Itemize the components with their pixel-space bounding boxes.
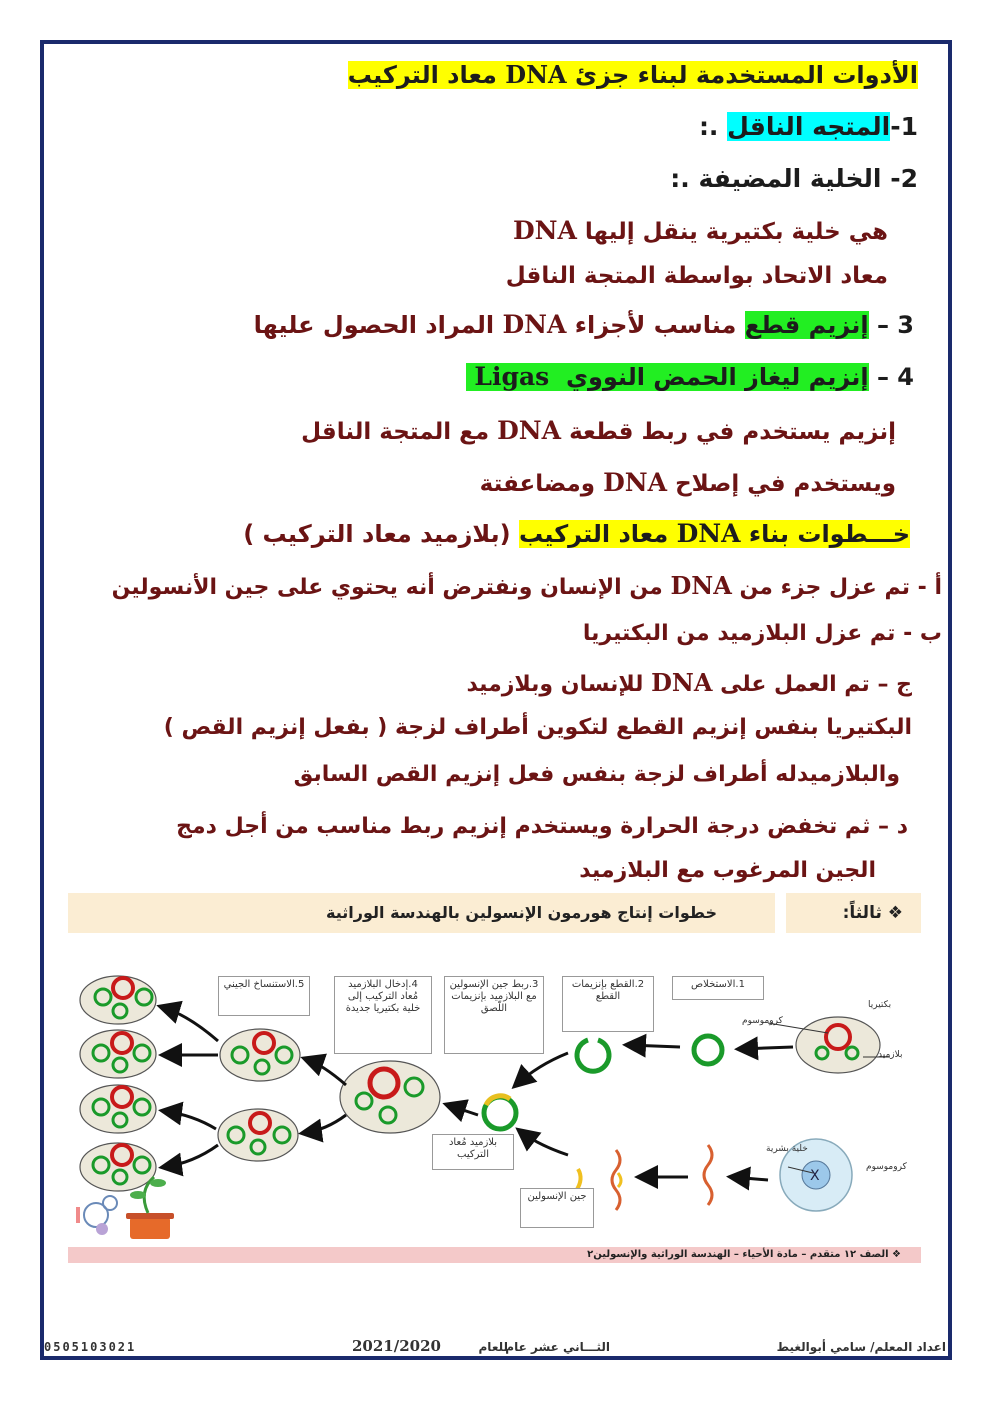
- footer-year-label: للعام: [478, 1340, 508, 1354]
- insulin-gene-in-dna: [618, 1173, 621, 1187]
- extracted-plasmid: [694, 1036, 722, 1064]
- arrow-extract: [740, 1047, 793, 1049]
- step-c1-pre: ج – تم العمل على: [720, 672, 912, 697]
- item-enzyme4-label: إنزيم ليغاز الحمض النووي: [565, 363, 869, 391]
- item-host-tail: .:: [670, 164, 690, 193]
- item-host: [670, 162, 918, 196]
- footer-phone: 0505103021: [44, 1340, 137, 1354]
- steps-heading-dna: DNA: [676, 519, 741, 548]
- ligase-desc-2-dna: DNA: [603, 468, 668, 497]
- dividing-cell-bottom: [218, 1109, 298, 1161]
- clone-cell-4: [80, 1143, 156, 1191]
- item-vector-num: 1-: [890, 112, 918, 141]
- figure-footer: ❖ الصف ١٢ متقدم – مادة الأحياء – الهندسة الوراثية والإنسولين٢: [68, 1247, 921, 1263]
- steps-heading-post: (بلازميد معاد التركيب ): [243, 520, 511, 548]
- human-dna-strand: [704, 1145, 712, 1205]
- step-box-cloning: 5.الاستنساخ الجيني: [218, 976, 310, 1016]
- ligase-desc-2: [480, 466, 896, 501]
- step-c2: البكتيريا بنفس إنزيم القطع لتكوين أطراف لزجة ( بفعل إنزيم القص ): [163, 715, 912, 740]
- label-plasmid: بلازميد: [878, 1050, 903, 1060]
- arrow-divide-top: [306, 1059, 346, 1085]
- clone-cell-1: [80, 976, 156, 1024]
- cut-plasmid: [577, 1040, 609, 1071]
- step-box-extraction: 1.الاستخلاص: [672, 976, 764, 1000]
- item-enzyme3-post-a: مناسب لأجزاء: [574, 311, 737, 339]
- footer-grade: الثـــاني عشر عام: [505, 1340, 610, 1354]
- label-chromosome-top: كروموسوم: [742, 1016, 783, 1026]
- clone-cell-2: [80, 1030, 156, 1078]
- arrow-divide-bottom: [304, 1115, 346, 1133]
- clone-cell-3: [80, 1085, 156, 1133]
- host-desc-1-pre: هي خلية بكتيرية ينقل إليها: [584, 219, 888, 245]
- arrow-clone-3: [164, 1111, 216, 1129]
- step-b: ب - تم عزل البلازميد من البكتيريا: [582, 621, 942, 646]
- host-desc-1-dna: DNA: [512, 216, 577, 245]
- step-c1-dna: DNA: [651, 668, 713, 697]
- steps-heading-mid: معاد التركيب: [519, 520, 669, 548]
- figure-banner-title: خطوات إنتاج هورمون الإنسولين بالهندسة الوراثية: [68, 893, 775, 933]
- item-enzyme4-num: 4 –: [876, 363, 914, 391]
- dividing-cell-top: [220, 1029, 300, 1081]
- step-a-dna: DNA: [670, 571, 732, 600]
- cut-dna-strand: [612, 1150, 620, 1210]
- footer-year: 2021/2020: [352, 1337, 441, 1355]
- item-enzyme3-num: 3 –: [876, 311, 914, 339]
- item-enzyme3-dna: DNA: [502, 310, 567, 339]
- step-d1: د – ثم تخفض درجة الحرارة ويستخدم إنزيم ربط مناسب من أجل دمج: [176, 814, 908, 839]
- step-a: [112, 569, 942, 605]
- step-box-ligation: 3.ربط جين الإنسولين مع البلازميد بإنزيمات اللّصق: [444, 976, 544, 1054]
- label-recombinant-plasmid: بلازميد مُعاد التركيب: [432, 1134, 514, 1170]
- item-enzyme3: [254, 308, 914, 342]
- arrow-clone-1: [162, 1007, 218, 1041]
- item-host-num: 2-: [890, 164, 918, 193]
- step-c3: والبلازميدله أطراف لزجة بنفس فعل إنزيم القص السابق: [293, 762, 900, 787]
- ligase-desc-1-pre: إنزيم يستخدم في ربط قطعة: [569, 419, 896, 445]
- item-enzyme3-label: إنزيم قطع: [744, 311, 869, 339]
- item-enzyme4-highlight: [466, 363, 869, 391]
- bacteria-cell: [796, 1017, 880, 1073]
- step-c1: [466, 666, 912, 702]
- item-enzyme4-latin: Ligas: [474, 362, 550, 391]
- title-highlight: [348, 61, 918, 89]
- title-dna: DNA: [505, 60, 567, 89]
- label-chromosome-bottom: كروموسوم: [866, 1162, 907, 1172]
- label-human-cell: خلية بشرية: [766, 1144, 808, 1154]
- footer-teacher: اعداد المعلم/ سامي أبوالغيط: [776, 1340, 946, 1354]
- item-enzyme4: [466, 360, 914, 394]
- item-vector: [699, 110, 918, 144]
- arrow-to-ligation: [516, 1053, 568, 1085]
- item-enzyme3-post-b: المراد الحصول عليها: [253, 311, 495, 339]
- arrow-cut: [628, 1045, 680, 1047]
- label-bacteria: بكتيريا: [868, 1000, 892, 1010]
- item-vector-tail: .:: [698, 112, 719, 141]
- steps-heading: [243, 517, 910, 551]
- arrow-insert: [448, 1105, 478, 1115]
- arrow-clone-4: [164, 1145, 218, 1167]
- ligase-desc-1: [301, 414, 896, 449]
- steps-heading-pre: خـــطوات بناء: [748, 520, 910, 548]
- step-box-cutting: 2.القطع بإنزيمات القطع: [562, 976, 654, 1032]
- recombinant-host-cell: [340, 1061, 440, 1133]
- step-a-pre: أ - تم عزل جزء من: [739, 575, 942, 600]
- ligase-desc-2-pre: ويستخدم في إصلاح: [675, 471, 896, 497]
- arrow-human-extract: [732, 1177, 768, 1180]
- host-desc-2: معاد الاتحاد بواسطة المتجة الناقل: [505, 263, 888, 289]
- title-pre: الأدوات المستخدمة لبناء جزئ: [575, 61, 918, 89]
- arrow-gene-to-plasmid: [520, 1131, 568, 1155]
- item-vector-label: المتجه الناقل: [727, 112, 891, 141]
- step-c1-post: للإنسان وبلازميد: [466, 672, 644, 697]
- step-box-insertion: 4.إدخال البلازميد مُعاد التركيب إلى خلية بكتيريا جديدة: [334, 976, 432, 1054]
- step-d2: الجين المرغوب مع البلازميد: [579, 858, 876, 883]
- ligase-desc-2-post: ومضاعفتة: [479, 471, 596, 497]
- item-host-label: الخلية المضيفة: [698, 164, 882, 193]
- title-post: معاد التركيب: [347, 61, 497, 89]
- steps-heading-highlight: [519, 520, 910, 548]
- figure-section-label: ❖ ثالثاً:: [786, 893, 921, 933]
- step-a-post: من الإنسان ونفترض أنه يحتوي على جين الأنسولين: [111, 575, 663, 600]
- page-title: [348, 58, 918, 92]
- host-desc-1: [513, 214, 888, 249]
- ligase-desc-1-dna: DNA: [497, 416, 562, 445]
- svg-text:X: X: [810, 1168, 820, 1184]
- label-insulin-gene: جين الإنسولين: [520, 1188, 594, 1228]
- ligase-desc-1-post: مع المتجة الناقل: [301, 419, 490, 445]
